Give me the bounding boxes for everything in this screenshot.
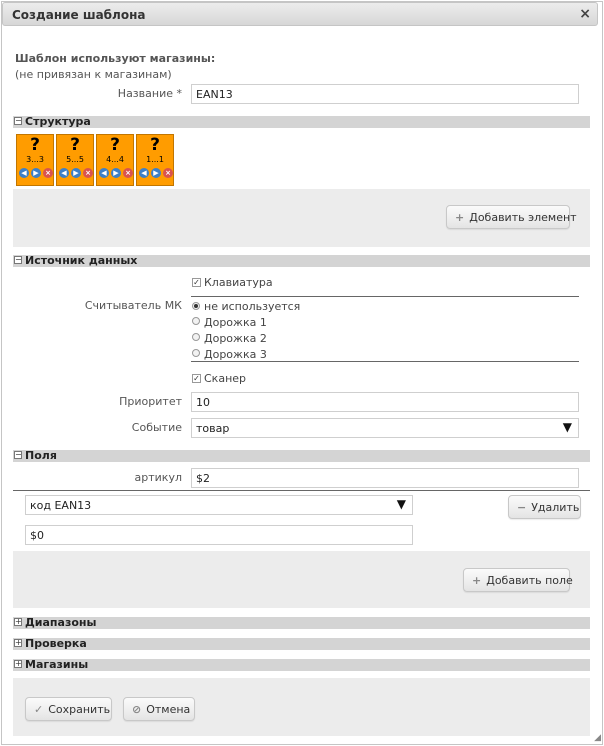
move-left-icon[interactable]: ◀: [19, 168, 29, 178]
section-ranges[interactable]: [13, 617, 590, 629]
delete-icon[interactable]: ×: [83, 168, 93, 178]
plus-icon: +: [455, 211, 465, 224]
reader-option: Дорожка 3: [204, 348, 267, 361]
check-icon: ✓: [34, 703, 44, 716]
reader-option: не используется: [204, 300, 301, 313]
collapse-icon[interactable]: −: [15, 255, 22, 264]
tile-mark: ?: [150, 135, 160, 155]
section-title: Структура: [25, 115, 91, 128]
tile-mark: ?: [70, 135, 80, 155]
move-right-icon[interactable]: ▶: [31, 168, 41, 178]
keyboard-label: Клавиатура: [204, 276, 273, 289]
dropdown-arrow-icon: ▼: [562, 420, 572, 434]
tile-range: 1...1: [146, 155, 164, 164]
field-code-value: код EAN13: [30, 499, 92, 512]
minus-icon: −: [517, 501, 527, 514]
section-title: Проверка: [25, 637, 87, 650]
keyboard-checkbox[interactable]: ✓: [193, 278, 200, 287]
section-data-source[interactable]: [13, 255, 590, 267]
delete-field-button[interactable]: [508, 495, 581, 519]
move-left-icon[interactable]: ◀: [99, 168, 109, 178]
event-value: товар: [196, 422, 230, 435]
move-right-icon[interactable]: ▶: [111, 168, 121, 178]
cancel-button[interactable]: [123, 697, 195, 721]
section-title: Поля: [25, 449, 57, 462]
structure-tile[interactable]: [96, 134, 134, 186]
save-label: Сохранить: [48, 703, 111, 716]
save-button[interactable]: [25, 697, 112, 721]
reader-radio-track2[interactable]: [192, 333, 200, 341]
field-code-input[interactable]: $0: [25, 525, 413, 545]
tile-mark: ?: [30, 135, 40, 155]
collapse-icon[interactable]: −: [15, 450, 22, 459]
resize-handle-icon[interactable]: ◢: [594, 733, 601, 743]
expand-icon[interactable]: +: [15, 638, 22, 647]
event-select[interactable]: [191, 418, 579, 438]
delete-icon[interactable]: ×: [163, 168, 173, 178]
delete-icon[interactable]: ×: [123, 168, 133, 178]
expand-icon[interactable]: +: [15, 617, 22, 626]
section-structure[interactable]: [13, 116, 590, 128]
delete-field-label: Удалить: [531, 501, 580, 514]
section-shops[interactable]: [13, 659, 590, 671]
shops-note: (не привязан к магазинам): [15, 68, 172, 81]
section-title: Диапазоны: [25, 616, 97, 629]
structure-tile[interactable]: [16, 134, 54, 186]
dialog: [1, 1, 603, 745]
move-right-icon[interactable]: ▶: [151, 168, 161, 178]
priority-input[interactable]: 10: [191, 392, 579, 412]
move-left-icon[interactable]: ◀: [139, 168, 149, 178]
scanner-checkbox[interactable]: ✓: [193, 374, 200, 383]
plus-icon: +: [472, 574, 482, 587]
event-label: Событие: [131, 421, 182, 434]
cancel-label: Отмена: [146, 703, 191, 716]
section-check[interactable]: [13, 638, 590, 650]
tile-range: 4...4: [106, 155, 124, 164]
add-element-label: Добавить элемент: [469, 211, 577, 224]
add-field-button[interactable]: [463, 568, 573, 592]
divider: [191, 361, 579, 362]
move-left-icon[interactable]: ◀: [59, 168, 69, 178]
tile-range: 3...3: [26, 155, 44, 164]
dialog-titlebar[interactable]: [2, 2, 598, 26]
add-field-label: Добавить поле: [486, 574, 573, 587]
priority-label: Приоритет: [119, 395, 182, 408]
field-code-select[interactable]: [25, 495, 413, 515]
scanner-label: Сканер: [204, 372, 247, 385]
name-input[interactable]: EAN13: [191, 84, 579, 104]
close-icon[interactable]: ×: [579, 6, 591, 22]
move-right-icon[interactable]: ▶: [71, 168, 81, 178]
article-label: артикул: [134, 471, 182, 484]
reader-option: Дорожка 1: [204, 316, 267, 329]
reader-label: Считыватель МК: [84, 299, 182, 312]
dialog-title: Создание шаблона: [12, 8, 146, 22]
collapse-icon[interactable]: −: [15, 116, 22, 125]
divider: [13, 490, 590, 491]
reader-radio-none[interactable]: [192, 302, 200, 310]
reader-radio-track1[interactable]: [192, 317, 200, 325]
divider: [191, 296, 579, 297]
shops-heading: Шаблон используют магазины:: [15, 52, 216, 65]
article-input[interactable]: $2: [191, 468, 579, 488]
dropdown-arrow-icon: ▼: [396, 497, 406, 511]
tile-range: 5...5: [66, 155, 84, 164]
section-title: Магазины: [25, 658, 89, 671]
name-label: Название *: [117, 87, 182, 100]
add-element-button[interactable]: [446, 205, 577, 229]
section-title: Источник данных: [25, 254, 138, 267]
cancel-icon: ⊘: [132, 703, 142, 716]
reader-option: Дорожка 2: [204, 332, 267, 345]
expand-icon[interactable]: +: [15, 659, 22, 668]
tile-mark: ?: [110, 135, 120, 155]
reader-radio-track3[interactable]: [192, 349, 200, 357]
structure-tile[interactable]: [136, 134, 174, 186]
delete-icon[interactable]: ×: [43, 168, 53, 178]
section-fields[interactable]: [13, 450, 590, 462]
structure-tile[interactable]: [56, 134, 94, 186]
